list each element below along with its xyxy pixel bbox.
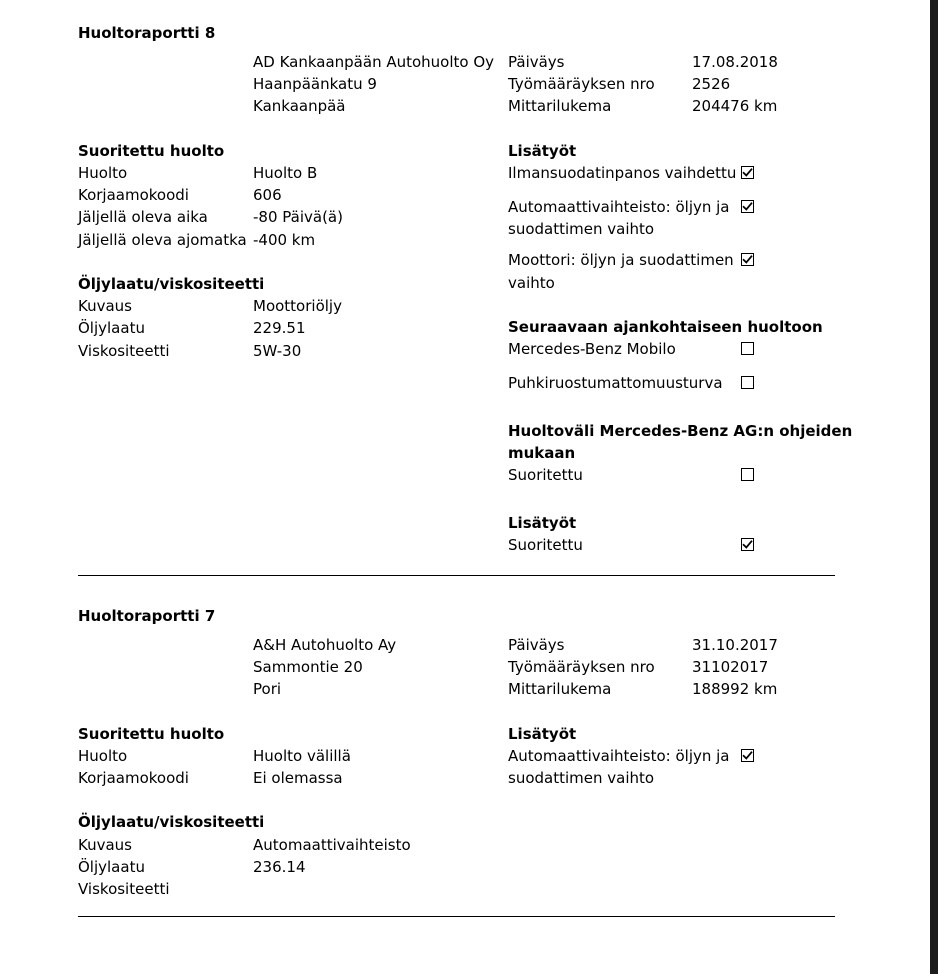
field-value: 229.51 bbox=[253, 319, 306, 337]
item-label: Suoritettu bbox=[508, 466, 583, 484]
divider bbox=[78, 575, 835, 576]
field-value: Huolto B bbox=[253, 164, 318, 182]
field-label: Jäljellä oleva ajomatka bbox=[78, 231, 247, 249]
checkmark-icon bbox=[742, 254, 753, 265]
divider bbox=[78, 916, 835, 917]
field-value: Ei olemassa bbox=[253, 769, 343, 787]
odometer-value: 204476 km bbox=[692, 97, 778, 115]
field-label: Korjaamokoodi bbox=[78, 186, 189, 204]
section-heading: Seuraavaan ajankohtaiseen huoltoon bbox=[508, 318, 823, 336]
item-label: Mercedes-Benz Mobilo bbox=[508, 340, 676, 358]
workshop-street: Sammontie 20 bbox=[253, 658, 363, 676]
item-label: Ilmansuodatinpanos vaihdettu bbox=[508, 164, 737, 182]
field-label: Kuvaus bbox=[78, 297, 132, 315]
section-heading: Lisätyöt bbox=[508, 725, 577, 743]
workshop-city: Pori bbox=[253, 680, 282, 698]
item-label: Automaattivaihteisto: öljyn ja bbox=[508, 198, 730, 216]
section-heading-cont: mukaan bbox=[508, 444, 576, 462]
work-order-label: Työmääräyksen nro bbox=[508, 75, 655, 93]
checkbox[interactable] bbox=[741, 749, 754, 762]
item-label-cont: suodattimen vaihto bbox=[508, 769, 655, 787]
section-heading: Suoritettu huolto bbox=[78, 725, 225, 743]
field-label: Kuvaus bbox=[78, 836, 132, 854]
date-label: Päiväys bbox=[508, 636, 565, 654]
field-value: -400 km bbox=[253, 231, 316, 249]
workshop-street: Haanpäänkatu 9 bbox=[253, 75, 377, 93]
checkmark-icon bbox=[742, 167, 753, 178]
item-label: Suoritettu bbox=[508, 536, 583, 554]
item-label: Puhkiruostumattomuusturva bbox=[508, 374, 723, 392]
item-label-cont: suodattimen vaihto bbox=[508, 220, 655, 238]
section-heading: Suoritettu huolto bbox=[78, 142, 225, 160]
checkmark-icon bbox=[742, 201, 753, 212]
field-value: Moottoriöljy bbox=[253, 297, 342, 315]
section-heading: Huoltoväli Mercedes-Benz AG:n ohjeiden bbox=[508, 422, 853, 440]
section-heading: Lisätyöt bbox=[508, 514, 577, 532]
field-value: Automaattivaihteisto bbox=[253, 836, 411, 854]
field-value: Huolto välillä bbox=[253, 747, 351, 765]
date-value: 17.08.2018 bbox=[692, 53, 778, 71]
workshop-city: Kankaanpää bbox=[253, 97, 346, 115]
checkbox[interactable] bbox=[741, 200, 754, 213]
field-label: Jäljellä oleva aika bbox=[78, 208, 208, 226]
item-label: Moottori: öljyn ja suodattimen bbox=[508, 251, 734, 269]
field-label: Viskositeetti bbox=[78, 880, 170, 898]
field-label: Öljylaatu bbox=[78, 319, 145, 337]
section-heading: Öljylaatu/viskositeetti bbox=[78, 275, 265, 293]
work-order-value: 2526 bbox=[692, 75, 731, 93]
checkbox[interactable] bbox=[741, 468, 754, 481]
field-label: Huolto bbox=[78, 747, 128, 765]
date-label: Päiväys bbox=[508, 53, 565, 71]
odometer-label: Mittarilukema bbox=[508, 97, 612, 115]
item-label-cont: vaihto bbox=[508, 274, 555, 292]
section-heading: Lisätyöt bbox=[508, 142, 577, 160]
field-label: Viskositeetti bbox=[78, 342, 170, 360]
field-value: 5W-30 bbox=[253, 342, 302, 360]
checkmark-icon bbox=[742, 539, 753, 550]
checkbox[interactable] bbox=[741, 253, 754, 266]
checkbox[interactable] bbox=[741, 538, 754, 551]
work-order-value: 31102017 bbox=[692, 658, 769, 676]
checkbox[interactable] bbox=[741, 166, 754, 179]
checkmark-icon bbox=[742, 750, 753, 761]
work-order-label: Työmääräyksen nro bbox=[508, 658, 655, 676]
item-label: Automaattivaihteisto: öljyn ja bbox=[508, 747, 730, 765]
workshop-name: AD Kankaanpään Autohuolto Oy bbox=[253, 53, 495, 71]
field-value: 236.14 bbox=[253, 858, 306, 876]
checkbox[interactable] bbox=[741, 342, 754, 355]
field-label: Korjaamokoodi bbox=[78, 769, 189, 787]
field-value: 606 bbox=[253, 186, 282, 204]
date-value: 31.10.2017 bbox=[692, 636, 778, 654]
report-title: Huoltoraportti 8 bbox=[78, 24, 216, 42]
odometer-label: Mittarilukema bbox=[508, 680, 612, 698]
field-label: Huolto bbox=[78, 164, 128, 182]
section-heading: Öljylaatu/viskositeetti bbox=[78, 813, 265, 831]
window-edge bbox=[930, 0, 938, 974]
report-title: Huoltoraportti 7 bbox=[78, 607, 216, 625]
checkbox[interactable] bbox=[741, 376, 754, 389]
field-label: Öljylaatu bbox=[78, 858, 145, 876]
odometer-value: 188992 km bbox=[692, 680, 778, 698]
workshop-name: A&H Autohuolto Ay bbox=[253, 636, 397, 654]
field-value: -80 Päivä(ä) bbox=[253, 208, 343, 226]
